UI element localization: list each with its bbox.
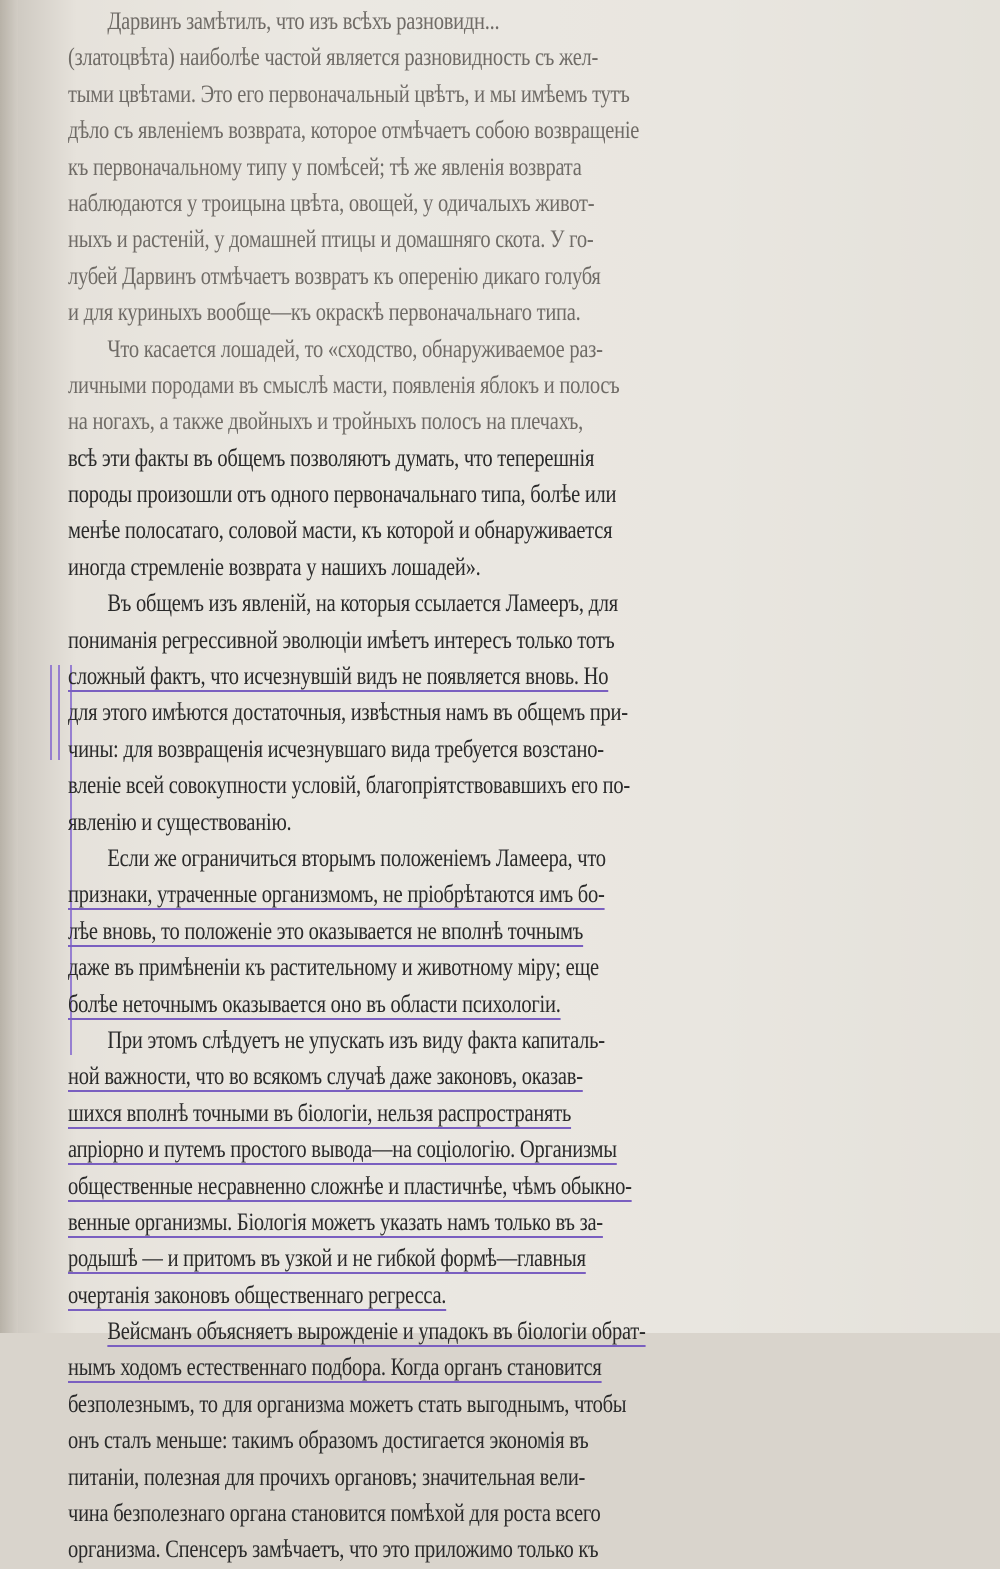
text-line: безполезнымъ, то для организма можетъ стать выгоднымъ, чтобы <box>68 1390 627 1418</box>
underlined-text-line: шихся вполнѣ точными въ біологіи, нельзя распространять <box>68 1099 572 1127</box>
text-line: породы произошли отъ одного первоначальнаго типа, болѣе или <box>68 481 617 509</box>
text-line: онъ сталъ меньше: такимъ образомъ достигается экономія въ <box>68 1427 589 1455</box>
paragraph-2 <box>68 332 781 587</box>
text-line: менѣе полосатаго, соловой масти, къ которой и обнаруживается <box>68 517 613 545</box>
text-line: иногда стремленіе возврата у нашихъ лошадей». <box>68 553 481 581</box>
text-line: питаніи, полезная для прочихъ органовъ; значительная вели- <box>68 1463 586 1491</box>
underlined-text-line: ной важности, что во всякомъ случаѣ даже законовъ, оказав- <box>68 1063 583 1091</box>
underlined-text-line: болѣе неточнымъ оказывается оно въ области психологіи. <box>68 990 561 1018</box>
text-line: личными породами въ смыслѣ масти, появленія яблокъ и полосъ <box>68 371 620 399</box>
text-line: Что касается лошадей, то «сходство, обнаруживаемое раз- <box>107 335 603 363</box>
text-line: (златоцвѣта) наиболѣе частой является разновидность съ жел- <box>68 44 599 72</box>
text-line: Въ общемъ изъ явленій, на которыя ссылается Ламееръ, для <box>107 590 618 618</box>
underlined-text-line: очертанія законовъ общественнаго регресса. <box>68 1281 447 1309</box>
text-line: и для куриныхъ вообще—къ окраскѣ первоначальнаго типа. <box>68 299 581 327</box>
text-line: вленіе всей совокупности условій, благопріятствовавшихъ его по- <box>68 772 630 800</box>
page-text <box>68 4 781 1569</box>
underlined-text-line: общественные несравненно сложнѣе и пластичнѣе, чѣмъ обыкно- <box>68 1172 632 1200</box>
text-line: чина безполезнаго органа становится помѣхой для роста всего <box>68 1500 601 1528</box>
text-line: организма. Спенсеръ замѣчаетъ, что это приложимо только къ <box>68 1536 599 1564</box>
underlined-text-line: нымъ ходомъ естественнаго подбора. Когда органъ становится <box>68 1354 602 1382</box>
margin-double-line-mark <box>58 665 60 760</box>
paragraph-1 <box>68 4 781 332</box>
text-line: При этомъ слѣдуетъ не упускать изъ виду факта капиталь- <box>107 1026 605 1054</box>
underlined-text-line: венные организмы. Біологія можетъ указать намъ только въ за- <box>68 1208 603 1236</box>
underlined-text-line: Вейсманъ объясняетъ вырожденіе и упадокъ въ біологіи обрат- <box>107 1318 646 1346</box>
text-line: къ первоначальному типу у помѣсей; тѣ же явленія возврата <box>68 153 582 181</box>
text-line: для этого имѣются достаточныя, извѣстныя намъ въ общемъ при- <box>68 699 628 727</box>
text-line: Дарвинъ замѣтилъ, что изъ всѣхъ разновидн... <box>107 8 500 35</box>
paragraph-4 <box>68 841 781 1023</box>
underlined-text-line: лѣе вновь, то положеніе это оказывается не вполнѣ точнымъ <box>68 917 584 945</box>
margin-double-line-mark <box>50 665 52 760</box>
paragraph-6 <box>68 1314 781 1569</box>
underlined-text-line: апріорно и путемъ простого вывода—на соціологію. Организмы <box>68 1136 617 1164</box>
text-line: даже въ примѣненіи къ растительному и животному міру; еще <box>68 954 599 982</box>
text-line: наблюдаются у троицына цвѣта, овощей, у одичалыхъ живот- <box>68 189 595 217</box>
text-line: пониманія регрессивной эволюціи имѣетъ интересъ только тотъ <box>68 626 615 654</box>
text-line: дѣло съ явленіемъ возврата, которое отмѣчаетъ собою возвращеніе <box>68 117 640 145</box>
underlined-text-line: признаки, утраченные организмомъ, не пріобрѣтаются имъ бо- <box>68 881 605 909</box>
text-line: на ногахъ, а также двойныхъ и тройныхъ полосъ на плечахъ, <box>68 408 584 436</box>
text-line: тыми цвѣтами. Это его первоначальный цвѣтъ, и мы имѣемъ тутъ <box>68 80 630 108</box>
text-line: всѣ эти факты въ общемъ позволяютъ думать, что теперешнія <box>68 444 595 472</box>
text-line: Если же ограничиться вторымъ положеніемъ Ламеера, что <box>107 844 606 872</box>
book-page <box>18 0 1000 1564</box>
text-line: лубей Дарвинъ отмѣчаетъ возвратъ къ оперенію дикаго голубя <box>68 262 601 290</box>
text-line: чины: для возвращенія исчезнувшаго вида требуется возстано- <box>68 735 604 763</box>
paragraph-3 <box>68 586 781 841</box>
underlined-text-line: сложный фактъ, что исчезнувшій видъ не появляется вновь. Но <box>68 663 609 691</box>
text-line: ныхъ и растеній, у домашней птицы и домашняго скота. У го- <box>68 226 594 254</box>
book-gutter <box>0 0 18 1333</box>
paragraph-5 <box>68 1023 781 1314</box>
text-line: явленію и существованію. <box>68 808 292 836</box>
underlined-text-line: родышѣ — и притомъ въ узкой и не гибкой формѣ—главныя <box>68 1245 586 1273</box>
